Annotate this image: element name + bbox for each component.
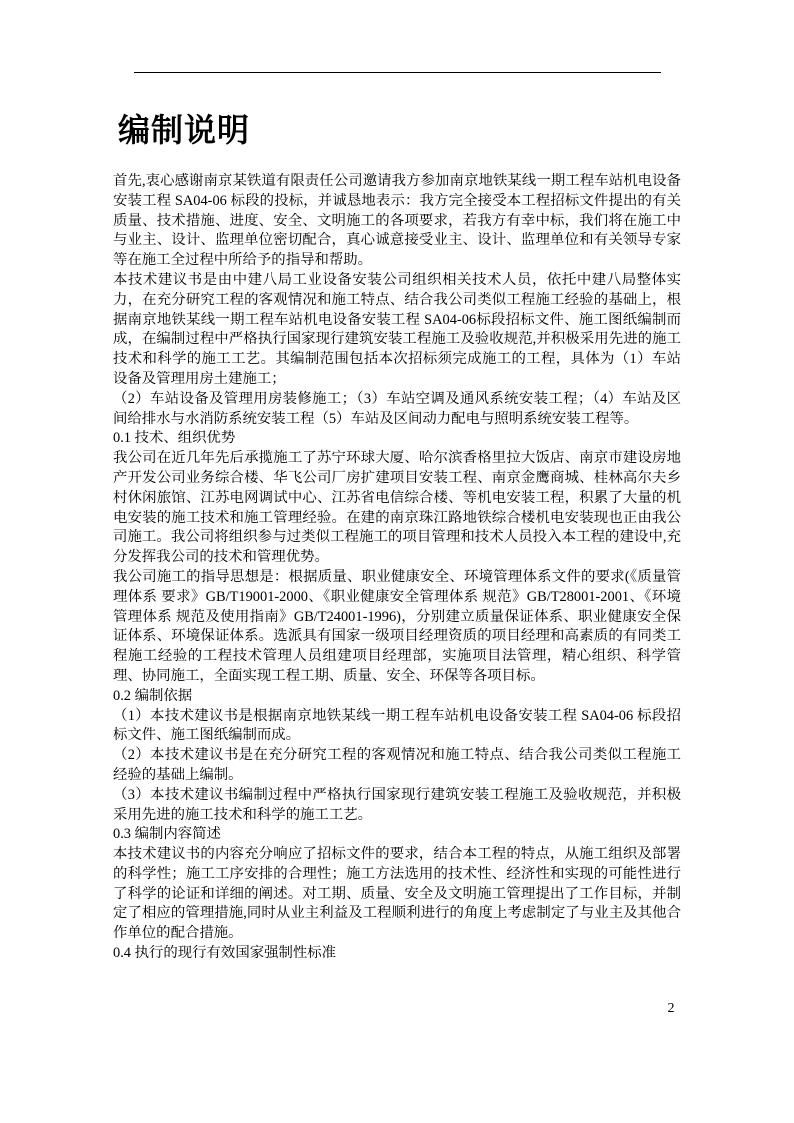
paragraph: 我公司在近几年先后承揽施工了苏宁环球大厦、哈尔滨香格里拉大饭店、南京市建设房地产开发公司业务综合楼、华飞公司厂房扩建项目安装工程、南京金鹰商城、桂林高尔夫乡村休闲旅馆、江苏电网调试中心、江苏省电信综合楼、等机电安装工程，积累了大量的机电安装的施工技术和施工管理经验。在建的南京珠江路地铁综合楼机电安装现也正由我公司施工。我公司将组织参与过类似工程施工的项目管理和技术人员投入本工程的建设中,充分发挥我公司的技术和管理优势。 xyxy=(113,450,681,566)
section-heading-0-3: 0.3 编制内容简述 xyxy=(113,826,221,843)
paragraph: 本技术建议书是由中建八局工业设备安装公司组织相关技术人员，依托中建八局整体实力，在充分研究工程的客观情况和施工特点、结合我公司类似工程施工经验的基础上，根据南京地铁某线一期工程车站机电设备安装工程 SA04-06标段招标文件、施工图纸编制而成，在编制过程中严格执行国家现行建筑安装工程施工及验收规范,并积极采用先进的施工技术和科学的施工工艺。其编制范围包括本次招标须完成施工的工程，具体为（1）车站设备及管理用房土建施工； xyxy=(113,271,681,387)
header-rule xyxy=(134,72,661,73)
paragraph: 首先,衷心感谢南京某铁道有限责任公司邀请我方参加南京地铁某线一期工程车站机电设备安装工程 SA04-06 标段的投标，并诚恳地表示：我方完全接受本工程招标文件提出的有关质量、技术措施、进度、安全、文明施工的各项要求，若我方有幸中标，我们将在施工中与业主、设计、监理单位密切配合，真心诚意接受业主、设计、监理单位和有关领导专家等在施工全过程中所给予的指导和帮助。 xyxy=(113,173,681,269)
section-heading-0-4: 0.4 执行的现行有效国家强制性标准 xyxy=(113,945,337,962)
paragraph: （2）本技术建议书是在充分研究工程的客观情况和施工特点、结合我公司类似工程施工经验的基础上编制。 xyxy=(113,747,681,783)
page-number: 2 xyxy=(667,1001,675,1016)
section-heading-0-1: 0.1 技术、组织优势 xyxy=(113,430,236,447)
paragraph: （3）本技术建议书编制过程中严格执行国家现行建筑安装工程施工及验收规范，并积极采用先进的施工技术和科学的施工工艺。 xyxy=(113,786,681,823)
paragraph: 我公司施工的指导思想是：根据质量、职业健康安全、环境管理体系文件的要求(《质量管理体系 要求》GB/T19001-2000、《职业健康安全管理体系 规范》GB/T28001-2001、《环境管理体系 规范及使用指南》GB/T24001-1996)，分别建立质量保证体系、职业健康安全保证体系、环境保证体系。选派具有国家一级项目经理资质的项目经理和高素质的有同类工程施工经验的工程技术管理人员组建项目经理部，实施项目法管理，精心组织、科学管理、协同施工，全面实现工程工期、质量、安全、环保等各项目标。 xyxy=(113,568,681,684)
section-heading-0-2: 0.2 编制依据 xyxy=(113,687,193,704)
paragraph: （1）本技术建议书是根据南京地铁某线一期工程车站机电设备安装工程 SA04-06 标段招标文件、施工图纸编制而成。 xyxy=(113,707,681,744)
paragraph: 本技术建议书的内容充分响应了招标文件的要求，结合本工程的特点，从施工组织及部署的科学性；施工工序安排的合理性；施工方法选用的技术性、经济性和实现的可能性进行了科学的论证和详细的阐述。对工期、质量、安全及文明施工管理提出了工作目标，并制定了相应的管理措施,同时从业主利益及工程顺利进行的角度上考虑制定了与业主及其他合作单位的配合措施。 xyxy=(113,846,681,942)
page-title: 编制说明 xyxy=(118,112,251,148)
paragraph: （2）车站设备及管理用房装修施工；（3）车站空调及通风系统安装工程；（4）车站及区间给排水与水消防系统安装工程（5）车站及区间动力配电与照明系统安装工程等。 xyxy=(113,390,681,427)
document-body xyxy=(113,172,681,964)
